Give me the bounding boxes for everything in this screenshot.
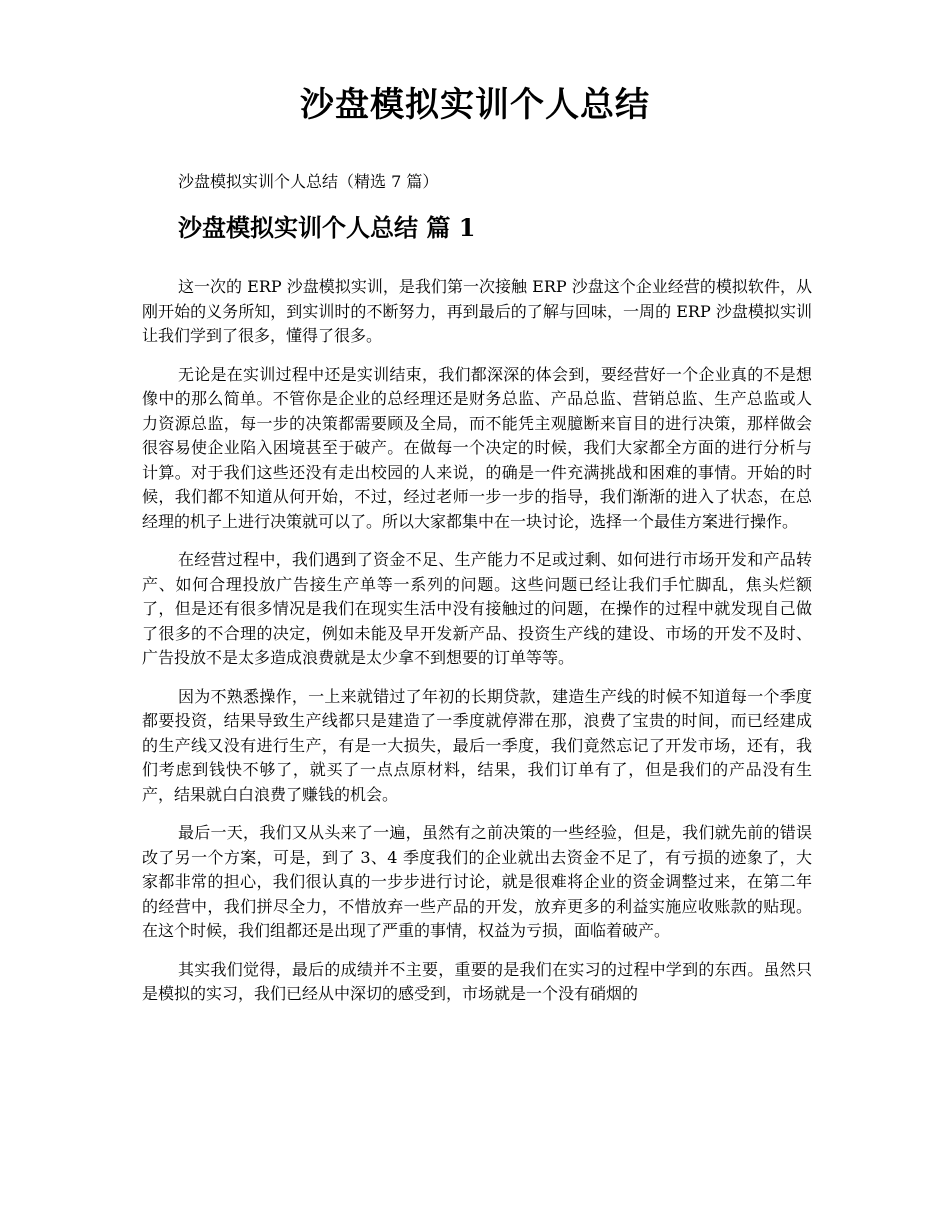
document-title: 沙盘模拟实训个人总结	[300, 85, 650, 125]
body-text	[142, 275, 812, 1021]
paragraph-2: 无论是在实训过程中还是实训结束，我们都深深的体会到，要经营好一个企业真的不是想像中的那么简单。不管你是企业的总经理还是财务总监、产品总监、营销总监、生产总监或人力资源总监，每一步的决策都需要顾及全局，而不能凭主观臆断来盲目的进行决策，那样做会很容易使企业陷入困境甚至于破产。在做每一个决定的时候，我们大家都全方面的进行分析与计算。对于我们这些还没有走出校园的人来说，的确是一件充满挑战和困难的事情。开始的时候，我们都不知道从何开始，不过，经过老师一步一步的指导，我们渐渐的进入了状态，在总经理的机子上进行决策就可以了。所以大家都集中在一块讨论，选择一个最佳方案进行操作。	[142, 364, 812, 531]
paragraph-1: 这一次的 ERP 沙盘模拟实训，是我们第一次接触 ERP 沙盘这个企业经营的模拟软件，从刚开始的义务所知，到实训时的不断努力，再到最后的了解与回味，一周的 ERP 沙盘模拟实训让我们学到了很多，懂得了很多。	[142, 277, 812, 345]
document-subtitle: 沙盘模拟实训个人总结（精选 7 篇）	[178, 172, 439, 191]
paragraph-3: 在经营过程中，我们遇到了资金不足、生产能力不足或过剩、如何进行市场开发和产品转产、如何合理投放广告接生产单等一系列的问题。这些问题已经让我们手忙脚乱，焦头烂额了，但是还有很多情况是我们在现实生活中没有接触过的问题，在操作的过程中就发现自己做了很多的不合理的决定，例如未能及早开发新产品、投资生产线的建设、市场的开发不及时、广告投放不是太多造成浪费就是太少拿不到想要的订单等等。	[142, 550, 812, 667]
paragraph-6: 其实我们觉得，最后的成绩并不主要，重要的是我们在实习的过程中学到的东西。虽然只是模拟的实习，我们已经从中深切的感受到，市场就是一个没有硝烟的	[142, 959, 812, 1003]
section-heading: 沙盘模拟实训个人总结 篇 1	[178, 213, 476, 242]
paragraph-5: 最后一天，我们又从头来了一遍，虽然有之前决策的一些经验，但是，我们就先前的错误改了另一个方案，可是，到了 3、4 季度我们的企业就出去资金不足了，有亏损的迹象了，大家都非常的担心，我们很认真的一步步进行讨论，就是很难将企业的资金调整过来，在第二年的经营中，我们拼尽全力，不惜放弃一些产品的开发，放弃更多的利益实施应收账款的贴现。在这个时候，我们组都还是出现了严重的事情，权益为亏损，面临着破产。	[142, 823, 812, 940]
paragraph-4: 因为不熟悉操作，一上来就错过了年初的长期贷款，建造生产线的时候不知道每一个季度都要投资，结果导致生产线都只是建造了一季度就停滞在那，浪费了宝贵的时间，而已经建成的生产线又没有进行生产，有是一大损失，最后一季度，我们竟然忘记了开发市场，还有，我们考虑到钱快不够了，就买了一点点原材料，结果，我们订单有了，但是我们的产品没有生产，结果就白白浪费了赚钱的机会。	[142, 686, 812, 804]
